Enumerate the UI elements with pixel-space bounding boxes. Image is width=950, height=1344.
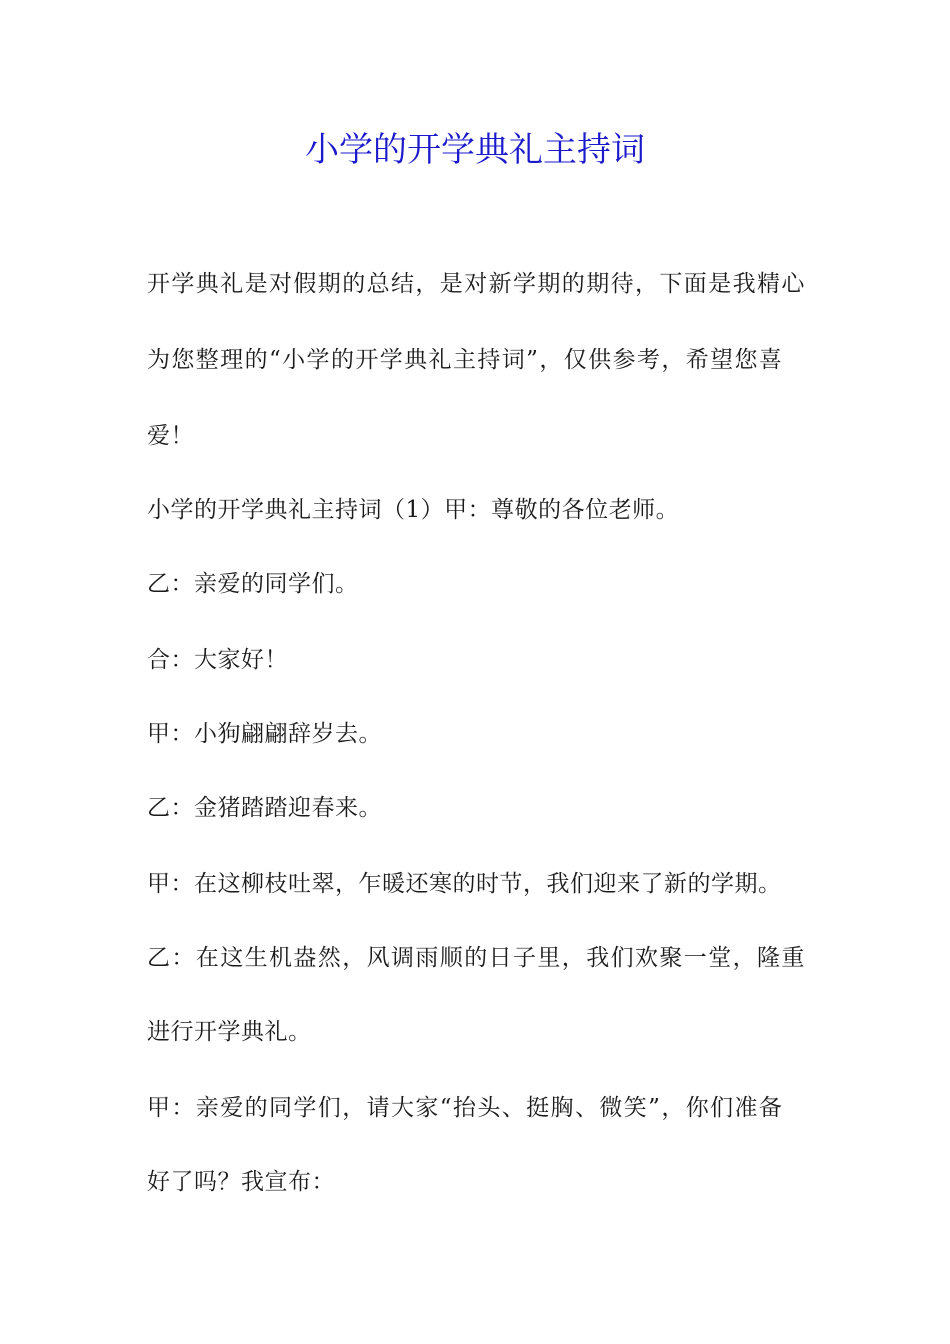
paragraph-line: 好了吗？我宣布： (147, 1169, 335, 1195)
paragraph-line: 甲：小狗翩翩辞岁去。 (147, 721, 382, 747)
paragraph-line: 乙：亲爱的同学们。 (147, 571, 359, 597)
paragraph-line: 为您整理的“小学的开学典礼主持词”，仅供参考，希望您喜 (147, 347, 784, 373)
paragraph-line: 乙：在这生机盎然，风调雨顺的日子里，我们欢聚一堂，隆重 (147, 945, 806, 971)
document-title: 小学的开学典礼主持词 (305, 130, 645, 170)
paragraph-line: 小学的开学典礼主持词（1）甲：尊敬的各位老师。 (147, 497, 680, 523)
paragraph-line: 进行开学典礼。 (147, 1019, 312, 1045)
paragraph-line: 甲：亲爱的同学们，请大家“抬头、挺胸、微笑”，你们准备 (147, 1095, 784, 1121)
paragraph-line: 乙：金猪踏踏迎春来。 (147, 795, 382, 821)
paragraph-line: 合：大家好！ (147, 647, 288, 673)
paragraph-line: 甲：在这柳枝吐翠，乍暖还寒的时节，我们迎来了新的学期。 (147, 871, 782, 897)
paragraph-line: 爱！ (147, 423, 194, 449)
paragraph-line: 开学典礼是对假期的总结，是对新学期的期待，下面是我精心 (147, 271, 806, 297)
